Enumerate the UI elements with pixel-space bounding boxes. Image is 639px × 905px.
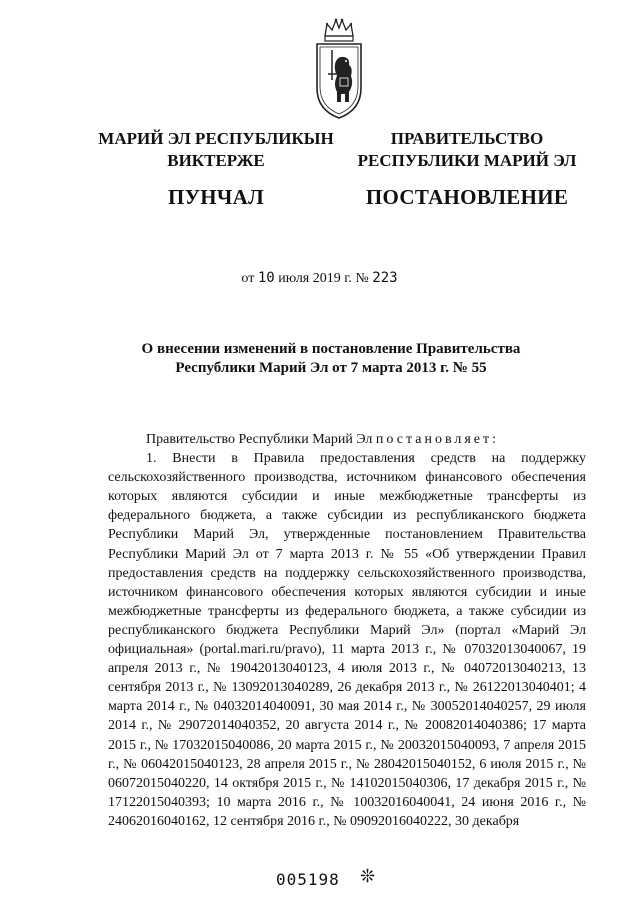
header-left-title: ПУНЧАЛ — [167, 185, 265, 209]
lead-text: Правительство Республики Марий Эл — [146, 432, 373, 447]
header-right-block — [354, 128, 580, 210]
document-subject — [120, 340, 542, 378]
coat-of-arms-emblem — [313, 14, 365, 120]
document-date-line — [0, 270, 639, 287]
document-body — [108, 430, 586, 831]
header-right-line1: ПРАВИТЕЛЬСТВО — [390, 129, 544, 148]
subject-line2: Республики Марий Эл от 7 марта 2013 г. № 55 — [175, 360, 487, 376]
subject-line1: О внесении изменений в постановление Правительства — [141, 341, 521, 357]
serial-number: 005198 — [276, 870, 340, 889]
body-paragraph-1: 1. Внести в Правила предоставления средств на поддержку сельскохозяйственного производства, источником финансового обеспечения которых являются субсидии и иные межбюджетные трансферты из федерального бюджета, а также субсидии из республиканского бюджета Республики Марий Эл, утвержденные постановлением Правительства Республики Марий Эл от 7 марта 2013 г. № 55 «Об утверждении Правил предоставления средств на поддержку сельскохозяйственного производства, источником финансового обеспечения которых являются субсидии и иные межбюджетные трансферты из федерального бюджета, а также субсидии из республиканского бюджета Республики Марий Эл» (портал «Марий Эл официальная» (portal.mari.ru/pravo), 11 марта 2013 г., № 07032013040067, 19 апреля 2013 г., № 19042013040123, 4 июля 2013 г., № 04072013040213, 13 сентября 2013 г., № 13092013040289, 26 декабря 2013 г., № 26122013040401; 4 марта 2014 г., № 04032014040091, 30 мая 2014 г., № 30052014040257, 29 июля 2014 г., № 29072014040352, 20 августа 2014 г., № 20082014040386; 17 марта 2015 г., № 17032015040086, 20 марта 2015 г., № 20032015040093, 7 апреля 2015 г., № 06042015040123, 28 апреля 2015 г., № 28042015040152, 6 июля 2015 г., № 06072015040220, 14 октября 2015 г., № 14102015040306, 17 декабря 2015 г., № 17122015040393; 10 марта 2016 г., № 10032016040041, 24 июня 2016 г., № 24062016040162, 12 сентября 2016 г., № 09092016040222, 30 декабря — [108, 451, 586, 829]
header-left-block — [98, 128, 334, 210]
date-prefix: от — [241, 271, 255, 286]
header-right-title: ПОСТАНОВЛЕНИЕ — [365, 185, 569, 209]
date-day: 10 — [257, 270, 275, 286]
header-right-line2: РЕСПУБЛИКИ МАРИЙ ЭЛ — [357, 151, 577, 170]
header-left-line1: МАРИЙ ЭЛ РЕСПУБЛИКЫН — [98, 129, 334, 148]
date-month-year: июля 2019 г. № — [278, 271, 369, 286]
lead-resolves: постановляет: — [375, 432, 500, 447]
header-left-line2: ВИКТЕРЖЕ — [167, 151, 265, 170]
asterisk-mark: ❊ — [360, 866, 376, 886]
body-lead — [108, 430, 586, 449]
document-number: 223 — [372, 270, 398, 286]
